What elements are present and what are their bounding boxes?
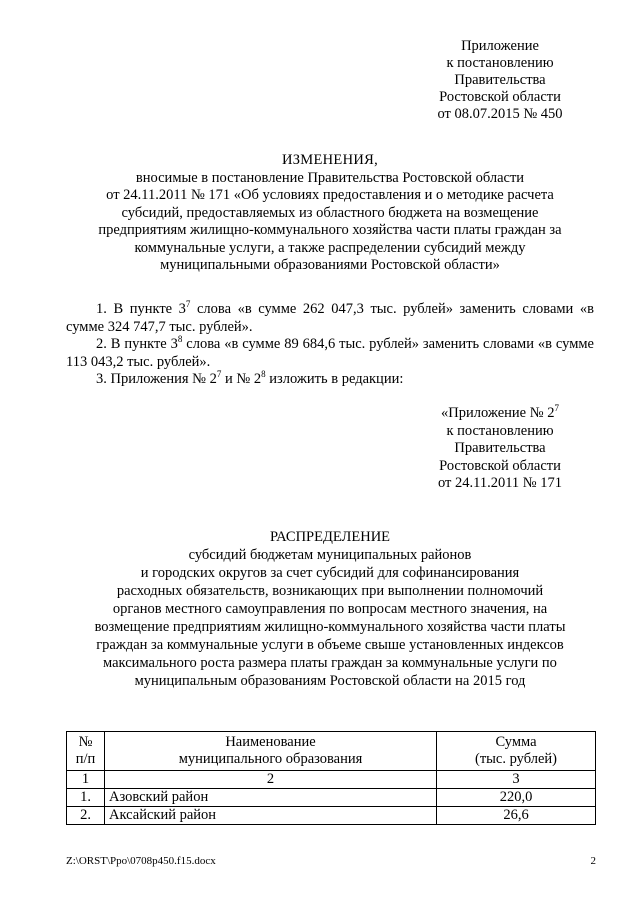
amendment-items xyxy=(66,301,594,389)
table-header-row xyxy=(67,732,596,771)
distribution-line: расходных обязательств, возникающих при выполнении полномочий xyxy=(116,583,544,599)
row-number: 1. xyxy=(67,789,105,807)
appendix-2-line: Правительства xyxy=(454,440,546,456)
appendix-2-line: от 24.11.2011 № 171 xyxy=(437,475,563,491)
appendix-2-line: Ростовской области xyxy=(439,457,561,474)
distribution-line: муниципальным образованиям Ростовской области на 2015 год xyxy=(134,673,526,689)
table-column-numbers-row xyxy=(67,771,596,789)
appendix-line: Приложение xyxy=(461,38,539,54)
changes-line: коммунальные услуги, а также распределении субсидий между xyxy=(134,239,526,256)
distribution-heading xyxy=(60,528,600,690)
column-number: 3 xyxy=(437,771,596,789)
page-number: 2 xyxy=(590,855,596,867)
row-number: 2. xyxy=(67,807,105,825)
distribution-line: органов местного самоуправления по вопросам местного значения, на xyxy=(112,601,548,617)
column-number: 2 xyxy=(105,771,437,789)
changes-line: предприятиям жилищно-коммунального хозяйства части платы граждан за xyxy=(98,222,562,238)
distribution-table xyxy=(66,731,596,825)
amendment-item-2: 2. В пункте $3^8$ слова «в сумме 89 684,6 тыс. рублей» заменить словами «в сумме 113 043,2 тыс. рублей». xyxy=(66,334,594,370)
row-sum: 220,0 xyxy=(437,789,596,807)
changes-heading xyxy=(60,152,600,275)
row-name: Азовский район xyxy=(105,789,437,807)
distribution-line: максимального роста размера платы граждан за коммунальные услуги по xyxy=(103,655,557,671)
header-sum: Сумма (тыс. рублей) xyxy=(437,732,596,771)
distribution-line: субсидий бюджетам муниципальных районов xyxy=(188,547,472,563)
changes-title: ИЗМЕНЕНИЯ, xyxy=(281,152,379,168)
changes-line: субсидий, предоставляемых из областного бюджета на возмещение xyxy=(121,204,539,221)
appendix-line: от 08.07.2015 № 450 xyxy=(437,106,563,122)
appendix-line: Ростовской области xyxy=(439,89,561,105)
changes-line: муниципальными образованиями Ростовской области» xyxy=(160,257,500,273)
row-name: Аксайский район xyxy=(105,807,437,825)
table-row xyxy=(67,789,596,807)
table-row xyxy=(67,807,596,825)
distribution-line: возмещение предприятиям жилищно-коммунального хозяйства части платы xyxy=(94,619,566,635)
appendix-2-line: к постановлению xyxy=(446,422,554,439)
distribution-line: граждан за коммунальные услуги в объеме свыше установленных индексов xyxy=(96,637,564,653)
amendment-item-3: 3. Приложения № $2^7$ и № $2^8$ изложить в редакции: xyxy=(96,369,404,387)
changes-line: вносимые в постановление Правительства Ростовской области xyxy=(135,169,525,186)
header-name: Наименование муниципального образования xyxy=(105,732,437,771)
row-sum: 26,6 xyxy=(437,807,596,825)
column-number: 1 xyxy=(67,771,105,789)
appendix-line: Правительства xyxy=(454,72,546,88)
distribution-title: РАСПРЕДЕЛЕНИЕ xyxy=(269,529,391,545)
appendix-2-line: «Приложение № $2^7$ xyxy=(441,403,559,421)
appendix-line: к постановлению xyxy=(446,55,554,71)
changes-line: от 24.11.2011 № 171 «Об условиях предоставления и о методике расчета xyxy=(106,187,554,203)
appendix-2-header xyxy=(420,405,580,493)
amendment-item-1: 1. В пункте $3^7$ слова «в сумме 262 047,3 тыс. рублей» заменить словами «в сумме 324 747,7 тыс. рублей». xyxy=(66,299,594,335)
header-number: № п/п xyxy=(67,732,105,771)
appendix-header xyxy=(420,38,580,123)
distribution-line: и городских округов за счет субсидий для софинансирования xyxy=(140,565,520,581)
file-path: Z:\ORST\Ppo\0708p450.f15.docx xyxy=(66,855,216,867)
